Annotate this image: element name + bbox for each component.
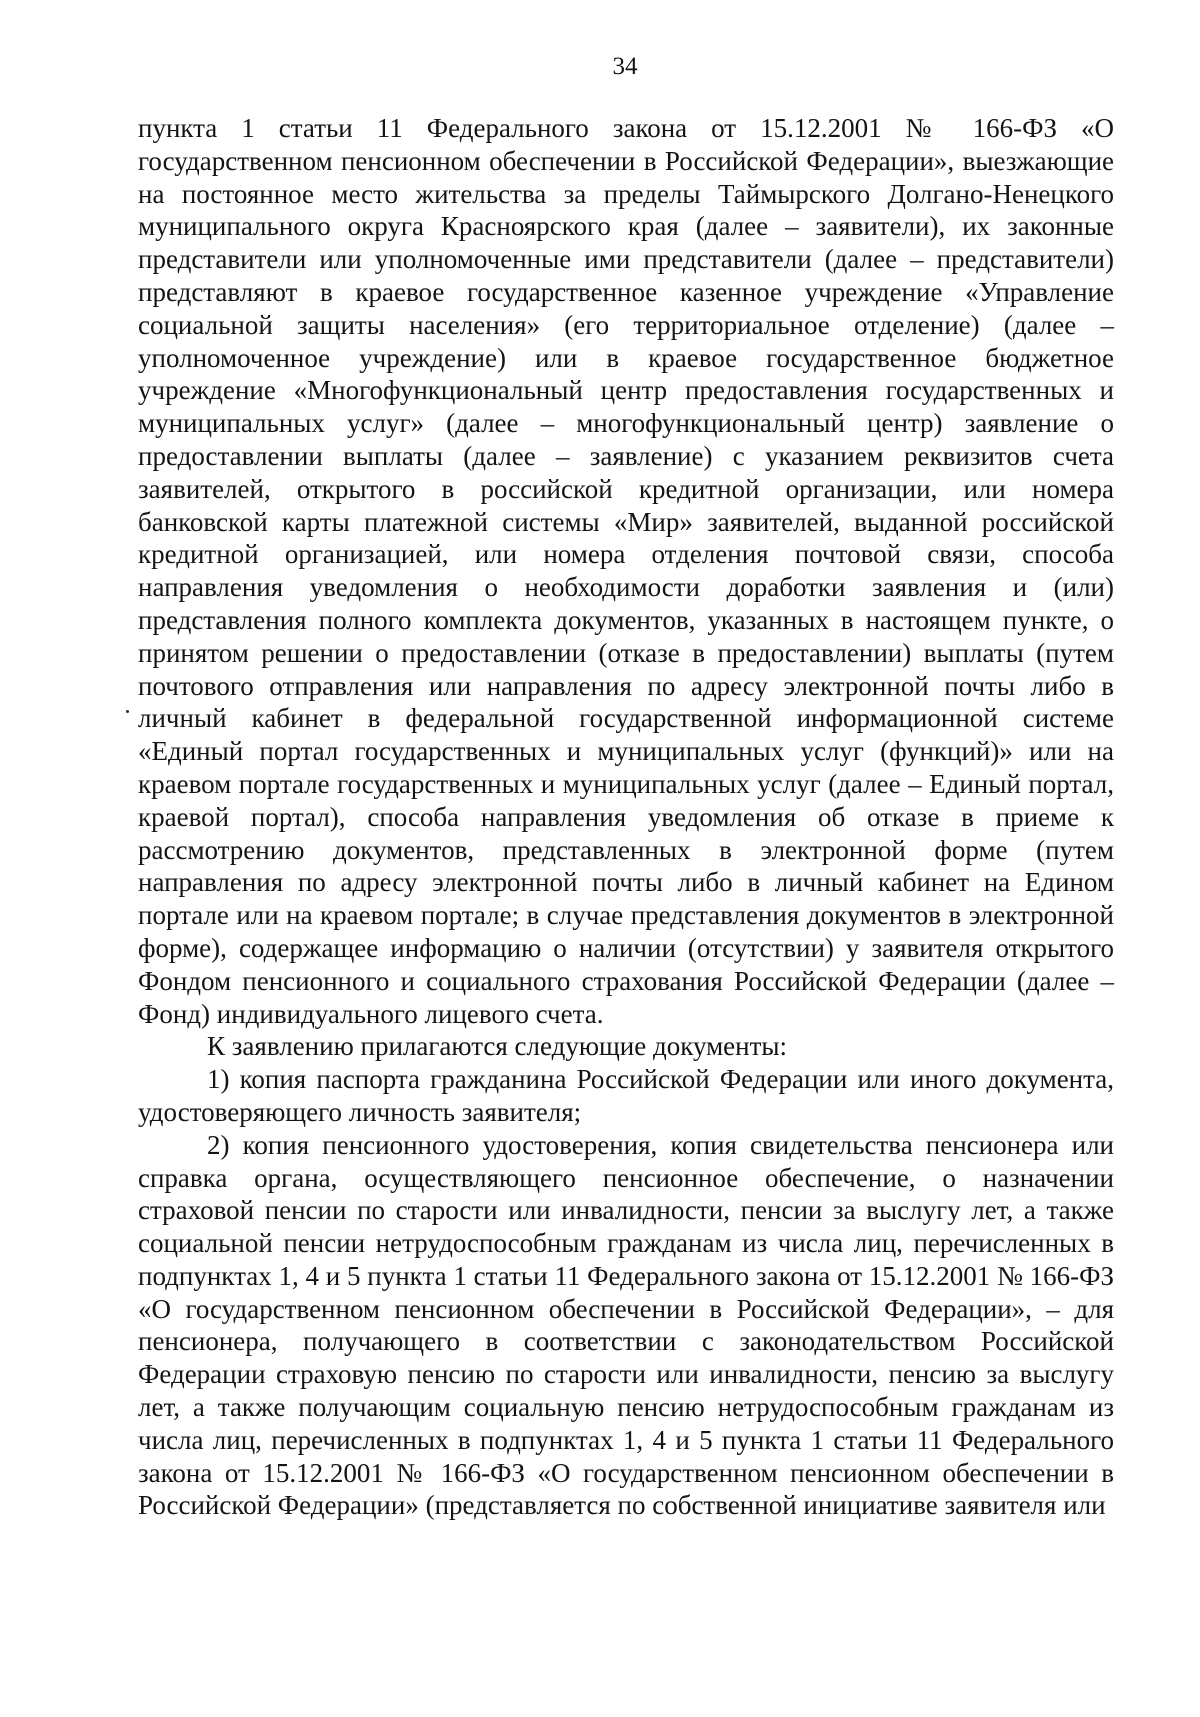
page-number: 34 [612, 53, 638, 80]
list-item-pension-certificate: 2) копия пенсионного удостоверения, копия свидетельства пенсионера или справка органа, осуществляющего пенсионное обеспечение, о назначении страховой пенсии по старости или инвалидности, пенсии за выслугу лет, а также социальной пенсии нетрудоспособным гражданам из числа лиц, перечисленных в подпунктах 1, 4 и 5 пункта 1 статьи 11 Федерального закона от 15.12.2001 № 166-ФЗ «О государственном пенсионном обеспечении в Российской Федерации», – для пенсионера, получающего в соответствии с законодательством Российской Федерации страховую пенсию по старости или инвалидности, пенсию за выслугу лет, а также получающим социальную пенсию нетрудоспособным гражданам из числа лиц, перечисленных в подпунктах 1, 4 и 5 пункта 1 статьи 11 Федерального закона от 15.12.2001 № 166-ФЗ «О государственном пенсионном обеспечении в Российской Федерации» (представляется по собственной инициативе заявителя или [138, 1129, 1114, 1521]
paragraph-attachments-intro: К заявлению прилагаются следующие документы: [207, 1031, 788, 1062]
scan-artifact-dot [126, 710, 129, 713]
paragraph-continuation: пункта 1 статьи 11 Федерального закона от 15.12.2001 № 166-ФЗ «О государственном пенсионном обеспечении в Российской Федерации», выезжающие на постоянное место жительства за пределы Таймырского Долгано-Ненецкого муниципального округа Красноярского края (далее – заявители), их законные представители или уполномоченные ими представители (далее – представители) представляют в краевое государственное казенное учреждение «Управление социальной защиты населения» (его территориальное отделение) (далее – уполномоченное учреждение) или в краевое государственное бюджетное учреждение «Многофункциональный центр предоставления государственных и муниципальных услуг» (далее – многофункциональный центр) заявление о предоставлении выплаты (далее – заявление) с указанием реквизитов счета заявителей, открытого в российской кредитной организации, или номера банковской карты платежной системы «Мир» заявителей, выданной российской кредитной организацией, или номера отделения почтовой связи, способа направления уведомления о необходимости доработки заявления и (или) представления полного комплекта документов, указанных в настоящем пункте, о принятом решении о предоставлении (отказе в предоставлении) выплаты (путем почтового отправления или направления по адресу электронной почты либо в личный кабинет в федеральной государственной информационной системе «Единый портал государственных и муниципальных услуг (функций)» или на краевом портале государственных и муниципальных услуг (далее – Единый портал, краевой портал), способа направления уведомления об отказе в приеме к рассмотрению документов, представленных в электронной форме (путем направления по адресу электронной почты либо в личный кабинет на Едином портале или на краевом портале; в случае представления документов в электронной форме), содержащее информацию о наличии (отсутствии) у заявителя открытого Фондом пенсионного и социального страхования Российской Федерации (далее – Фонд) индивидуального лицевого счета. [138, 113, 1114, 1029]
document-body [138, 112, 1114, 1522]
list-item-passport-copy: 1) копия паспорта гражданина Российской Федерации или иного документа, удостоверяющего личность заявителя; [138, 1064, 1114, 1127]
